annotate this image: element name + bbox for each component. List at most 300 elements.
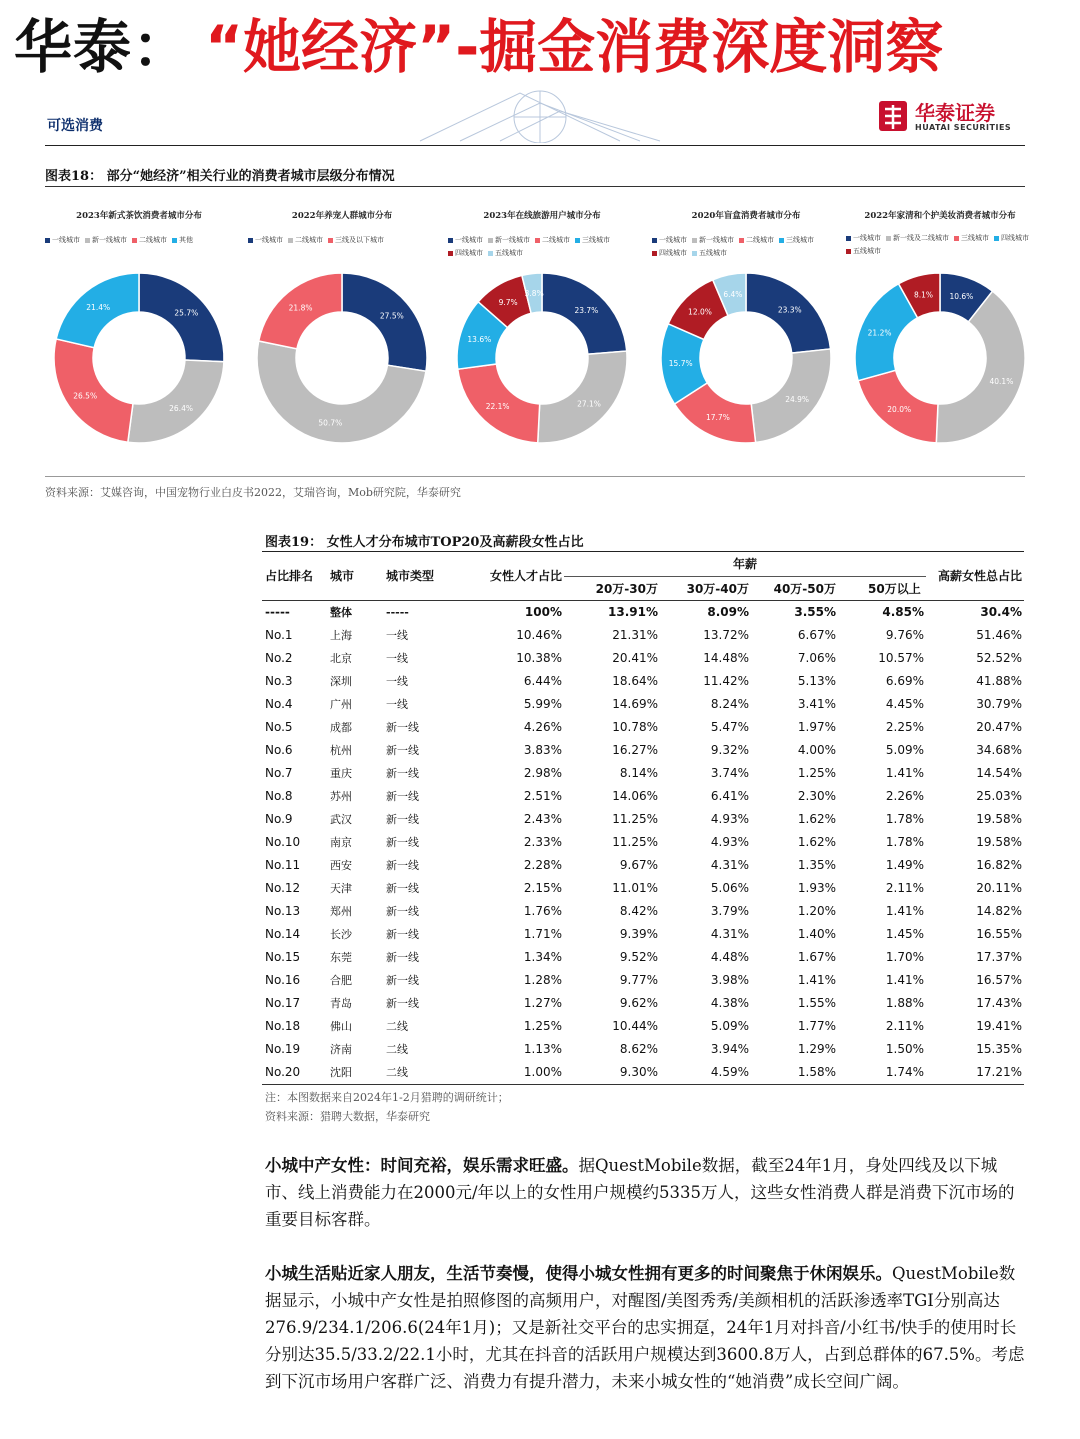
legend-swatch xyxy=(45,238,50,243)
legend-swatch xyxy=(448,238,453,243)
donut-svg xyxy=(448,264,636,452)
legend-item xyxy=(288,234,323,247)
legend-swatch xyxy=(132,238,137,243)
legend-swatch xyxy=(739,238,744,243)
table-cell: 1.34% xyxy=(523,950,562,964)
table-row xyxy=(262,1015,1024,1038)
table-cell: 新一线 xyxy=(386,790,419,803)
table-cell: 16.55% xyxy=(976,927,1022,941)
table-cell: No.13 xyxy=(265,904,301,918)
table-cell: 5.13% xyxy=(797,674,836,688)
table-cell: 4.38% xyxy=(710,996,749,1010)
donut-slice-label: 9.7% xyxy=(498,297,518,307)
table-cell: 新一线 xyxy=(386,813,419,826)
table-cell: 3.94% xyxy=(710,1042,749,1056)
table-cell: 2.26% xyxy=(885,789,924,803)
table-row xyxy=(262,923,1024,946)
table-cell: 16.27% xyxy=(612,743,658,757)
table-cell: 10.46% xyxy=(516,628,562,642)
donut-slice-label: 22.1% xyxy=(485,402,510,412)
legend-swatch xyxy=(448,251,453,256)
banner-headline: “她经济”-掘金消费深度洞察 xyxy=(205,13,944,81)
donut-slice-label: 15.7% xyxy=(668,359,693,369)
header-share: 女性人才占比 xyxy=(489,568,562,583)
donut-chart-1 xyxy=(45,208,233,453)
legend-swatch xyxy=(652,251,657,256)
table-cell: ----- xyxy=(386,605,409,619)
table-cell: 14.48% xyxy=(703,651,749,665)
table-cell: 4.59% xyxy=(710,1065,749,1079)
legend-swatch xyxy=(846,249,851,254)
legend-label: 新一线及二线城市 xyxy=(893,234,949,242)
table-cell: 9.39% xyxy=(619,927,658,941)
table-cell: 17.21% xyxy=(976,1065,1022,1079)
table-cell: 一线 xyxy=(386,652,408,665)
donut-slice-label: 24.9% xyxy=(785,394,810,404)
legend-item xyxy=(45,234,80,247)
table-cell: 合肥 xyxy=(330,974,352,987)
donut-slice-label: 3.8% xyxy=(524,288,544,298)
paragraph-2 xyxy=(265,1260,1025,1395)
table-cell: 1.25% xyxy=(523,1019,562,1033)
section-label: 可选消费 xyxy=(47,118,103,134)
table-cell: No.15 xyxy=(265,950,301,964)
legend-item xyxy=(652,247,687,260)
figure18-bottom-rule xyxy=(45,476,1025,477)
table-cell: 8.62% xyxy=(619,1042,658,1056)
table-cell: 9.30% xyxy=(619,1065,658,1079)
table-cell: 1.76% xyxy=(523,904,562,918)
legend-label: 三线城市 xyxy=(582,236,610,244)
table-cell: 5.06% xyxy=(710,881,749,895)
banner-title xyxy=(0,0,1080,82)
table-cell: 4.31% xyxy=(710,858,749,872)
table-cell: 9.52% xyxy=(619,950,658,964)
table-cell: 19.58% xyxy=(976,835,1022,849)
legend-item xyxy=(779,234,814,247)
donut-slice xyxy=(128,360,224,443)
table-cell: 东莞 xyxy=(330,951,352,964)
table-cell: 9.62% xyxy=(619,996,658,1010)
table-cell: 4.00% xyxy=(797,743,836,757)
donut-slice-label: 21.8% xyxy=(288,303,313,313)
table-cell: No.17 xyxy=(265,996,301,1010)
paragraph-1 xyxy=(265,1152,1025,1233)
header-salary-30-40: 30万-40万 xyxy=(686,581,749,596)
table-cell: 1.93% xyxy=(797,881,836,895)
paragraph-2-lead: 小城生活贴近家人朋友，生活节奏慢，使得小城女性拥有更多的时间聚焦于休闲娱乐。 xyxy=(265,1264,892,1283)
donut-slice-label: 20.0% xyxy=(887,405,912,415)
table-row xyxy=(262,877,1024,900)
table-cell: 苏州 xyxy=(330,790,352,803)
figure19-note: 注：本图数据来自2024年1-2月猎聘的调研统计； xyxy=(265,1091,509,1104)
legend-label: 五线城市 xyxy=(495,249,523,257)
table-cell: 4.45% xyxy=(885,697,924,711)
table-cell: 7.06% xyxy=(797,651,836,665)
donut-slice-label: 23.3% xyxy=(777,305,802,315)
legend-label: 四线城市 xyxy=(1001,234,1029,242)
table-cell: 1.88% xyxy=(885,996,924,1010)
donut-slice xyxy=(342,273,427,371)
table-cell: 杭州 xyxy=(330,744,352,757)
table-cell: ----- xyxy=(265,605,290,619)
table-cell: 郑州 xyxy=(330,905,352,918)
table-cell: 8.09% xyxy=(707,605,749,619)
table-cell: 一线 xyxy=(386,698,408,711)
legend-label: 新一线城市 xyxy=(495,236,530,244)
legend-label: 一线城市 xyxy=(255,236,283,244)
legend-swatch xyxy=(692,238,697,243)
table-cell: 8.24% xyxy=(710,697,749,711)
legend-label: 二线城市 xyxy=(542,236,570,244)
paragraph-2-body: QuestMobile数据显示，小城中产女性是拍照修图的高频用户，对醒图/美图秀秀/美颜相机的活跃渗透率TGI分别高达276.9/234.1/206.6(24年1月)；又是新社交平台的忠实拥趸，24年1月对抖音/小红书/快手的使用时长分别达35.5/33.2/22.1小时，尤其在抖音的活跃用户规模达到3600.8万人，占到总群体的67.5%。考虑到下沉市场用户客群广泛、消费力有提升潜力，未来小城女性的“她消费”成长空间广阔。 xyxy=(265,1264,1025,1391)
table-cell: 1.29% xyxy=(797,1042,836,1056)
table-cell: 19.58% xyxy=(976,812,1022,826)
table-cell: No.18 xyxy=(265,1019,301,1033)
donut-svg xyxy=(248,264,436,452)
header-rank: 占比排名 xyxy=(265,568,314,583)
table-row xyxy=(262,600,1024,624)
table-cell: 新一线 xyxy=(386,836,419,849)
table-cell: 20.47% xyxy=(976,720,1022,734)
table-cell: 新一线 xyxy=(386,859,419,872)
legend-label: 一线城市 xyxy=(52,236,80,244)
table-cell: 新一线 xyxy=(386,721,419,734)
paragraph-1-body: 据QuestMobile数据，截至24年1月，身处四线及以下城市、线上消费能力在2000元/年以上的女性用户规模约5335万人，这些女性消费人群是消费下沉市场的重要目标客群。 xyxy=(265,1156,1015,1229)
legend-swatch xyxy=(288,238,293,243)
figure19-title: 图表19： 女性人才分布城市TOP20及高薪段女性占比 xyxy=(265,535,584,550)
table-cell: 广州 xyxy=(330,698,352,711)
paragraph-1-lead: 小城中产女性：时间充裕，娱乐需求旺盛。 xyxy=(265,1156,579,1175)
header-total: 高薪女性总占比 xyxy=(937,568,1022,583)
huatai-logo xyxy=(877,97,1025,137)
donut-slice-label: 6.4% xyxy=(723,289,743,299)
legend-label: 三线及以下城市 xyxy=(335,236,384,244)
table-cell: 3.98% xyxy=(710,973,749,987)
legend-label: 二线城市 xyxy=(746,236,774,244)
table-cell: 深圳 xyxy=(330,675,352,688)
table-cell: 3.74% xyxy=(710,766,749,780)
header-salary: 年薪 xyxy=(564,551,926,576)
table-cell: 2.98% xyxy=(523,766,562,780)
table-cell: 2.51% xyxy=(523,789,562,803)
table-cell: 6.41% xyxy=(710,789,749,803)
table-cell: 1.62% xyxy=(797,835,836,849)
legend-item xyxy=(652,234,687,247)
legend-item xyxy=(692,234,734,247)
table-cell: 2.28% xyxy=(523,858,562,872)
table-cell: 二线 xyxy=(386,1043,408,1056)
legend-item xyxy=(488,234,530,247)
table-cell: 3.55% xyxy=(794,605,836,619)
donut-legend xyxy=(248,234,436,247)
table-cell: 长沙 xyxy=(330,928,352,941)
donut-svg xyxy=(652,264,840,452)
table-cell: 34.68% xyxy=(976,743,1022,757)
table-cell: 整体 xyxy=(330,606,352,619)
header-salary-20-30: 20万-30万 xyxy=(595,581,658,596)
logo-chinese: 华泰证券 xyxy=(915,101,995,125)
donut-legend xyxy=(846,232,1034,258)
table-row xyxy=(262,693,1024,716)
donut-svg xyxy=(846,264,1034,452)
legend-label: 三线城市 xyxy=(961,234,989,242)
table-cell: 武汉 xyxy=(330,813,352,826)
legend-swatch xyxy=(886,236,891,241)
table-cell: 5.09% xyxy=(710,1019,749,1033)
table-cell: 天津 xyxy=(330,882,352,895)
donut-slice-label: 27.5% xyxy=(379,311,404,321)
table-cell: No.19 xyxy=(265,1042,301,1056)
table-cell: 1.77% xyxy=(797,1019,836,1033)
table-cell: No.6 xyxy=(265,743,293,757)
table-cell: 13.91% xyxy=(608,605,658,619)
legend-item xyxy=(886,232,949,245)
legend-label: 五线城市 xyxy=(853,247,881,255)
table-cell: No.8 xyxy=(265,789,293,803)
table-cell: 1.78% xyxy=(885,835,924,849)
header-city: 城市 xyxy=(330,568,355,583)
table-cell: 1.00% xyxy=(523,1065,562,1079)
table-cell: 1.74% xyxy=(885,1065,924,1079)
table-cell: 10.57% xyxy=(878,651,924,665)
table-row xyxy=(262,739,1024,762)
donut-chart-2 xyxy=(248,208,436,453)
legend-item xyxy=(739,234,774,247)
table-row xyxy=(262,647,1024,670)
table-cell: 8.42% xyxy=(619,904,658,918)
legend-label: 一线城市 xyxy=(659,236,687,244)
table-cell: 15.35% xyxy=(976,1042,1022,1056)
table-row xyxy=(262,624,1024,647)
banner-prefix: 华泰： xyxy=(14,13,192,81)
table-cell: 5.09% xyxy=(885,743,924,757)
report-header xyxy=(45,95,1025,145)
table-cell: 2.11% xyxy=(885,881,924,895)
table-cell: 14.54% xyxy=(976,766,1022,780)
donut-slice-label: 50.7% xyxy=(318,418,343,428)
donut-slice-label: 26.4% xyxy=(169,404,193,414)
table-cell: 17.37% xyxy=(976,950,1022,964)
header-city-type: 城市类型 xyxy=(386,568,435,583)
table-cell: 4.93% xyxy=(710,835,749,849)
table-cell: 30.79% xyxy=(976,697,1022,711)
table-cell: 4.31% xyxy=(710,927,749,941)
table-cell: 2.15% xyxy=(523,881,562,895)
legend-item xyxy=(692,247,727,260)
donut-chart-3 xyxy=(448,208,636,453)
table-cell: 济南 xyxy=(330,1043,352,1056)
table-cell: No.16 xyxy=(265,973,301,987)
legend-item xyxy=(846,232,881,245)
table-cell: 25.03% xyxy=(976,789,1022,803)
legend-swatch xyxy=(575,238,580,243)
table-cell: 1.78% xyxy=(885,812,924,826)
legend-swatch xyxy=(85,238,90,243)
table-cell: No.10 xyxy=(265,835,301,849)
table-cell: No.5 xyxy=(265,720,293,734)
table-cell: 二线 xyxy=(386,1066,408,1079)
legend-swatch xyxy=(779,238,784,243)
table-cell: 新一线 xyxy=(386,951,419,964)
table-cell: 9.77% xyxy=(619,973,658,987)
logo-english: HUATAI SECURITIES xyxy=(915,123,1012,132)
table-cell: No.11 xyxy=(265,858,301,872)
table-row xyxy=(262,785,1024,808)
legend-item xyxy=(994,232,1029,245)
table-cell: 5.99% xyxy=(523,697,562,711)
table-cell: 佛山 xyxy=(330,1020,352,1033)
table-cell: 3.79% xyxy=(710,904,749,918)
table-cell: 北京 xyxy=(330,652,352,665)
table-cell: 6.44% xyxy=(523,674,562,688)
legend-label: 三线城市 xyxy=(786,236,814,244)
legend-label: 二线城市 xyxy=(139,236,167,244)
legend-item xyxy=(846,245,881,258)
table-row xyxy=(262,854,1024,877)
legend-swatch xyxy=(488,251,493,256)
donut-slice-label: 40.1% xyxy=(989,376,1014,386)
table-cell: 1.41% xyxy=(885,904,924,918)
table-cell: 1.25% xyxy=(797,766,836,780)
table-cell: 11.01% xyxy=(612,881,658,895)
donut-slice-label: 13.6% xyxy=(467,334,492,344)
donut-svg xyxy=(45,264,233,452)
table-cell: 16.57% xyxy=(976,973,1022,987)
table-cell: 14.82% xyxy=(976,904,1022,918)
figure18-title: 图表18： 部分“她经济”相关行业的消费者城市层级分布情况 xyxy=(45,169,395,184)
table-row xyxy=(262,969,1024,992)
table-cell: 新一线 xyxy=(386,928,419,941)
table-cell: 18.64% xyxy=(612,674,658,688)
table-cell: 10.44% xyxy=(612,1019,658,1033)
table-cell: 新一线 xyxy=(386,997,419,1010)
donut-legend xyxy=(652,234,840,260)
header-rule xyxy=(45,145,1025,146)
table-cell: No.3 xyxy=(265,674,293,688)
table-cell: No.20 xyxy=(265,1065,301,1079)
legend-swatch xyxy=(172,238,177,243)
table-row xyxy=(262,670,1024,693)
table-cell: 21.31% xyxy=(612,628,658,642)
table-cell: 南京 xyxy=(330,836,352,849)
legend-label: 五线城市 xyxy=(699,249,727,257)
donut-chart-title: 2022年家清和个护美妆消费者城市分布 xyxy=(864,211,1016,221)
table-row xyxy=(262,1061,1024,1084)
legend-label: 一线城市 xyxy=(455,236,483,244)
figure19-source: 资料来源：猎聘大数据，华泰研究 xyxy=(265,1110,430,1123)
table-cell: 11.42% xyxy=(703,674,749,688)
table-cell: 17.43% xyxy=(976,996,1022,1010)
legend-item xyxy=(535,234,570,247)
donut-slice xyxy=(936,291,1025,443)
table-cell: 14.06% xyxy=(612,789,658,803)
table-cell: 10.78% xyxy=(612,720,658,734)
table-cell: 新一线 xyxy=(386,974,419,987)
table-cell: 一线 xyxy=(386,675,408,688)
table-cell: 1.41% xyxy=(885,766,924,780)
table-cell: 1.35% xyxy=(797,858,836,872)
table-cell: 16.82% xyxy=(976,858,1022,872)
table-cell: 1.45% xyxy=(885,927,924,941)
table-cell: 1.40% xyxy=(797,927,836,941)
table-cell: 1.27% xyxy=(523,996,562,1010)
header-salary-40-50: 40万-50万 xyxy=(773,581,836,596)
legend-swatch xyxy=(994,236,999,241)
table-cell: 成都 xyxy=(330,721,352,734)
table-cell: 一线 xyxy=(386,629,408,642)
header-decoration xyxy=(400,83,700,143)
legend-label: 四线城市 xyxy=(455,249,483,257)
table-cell: 4.93% xyxy=(710,812,749,826)
table-cell: 52.52% xyxy=(976,651,1022,665)
table-cell: 1.67% xyxy=(797,950,836,964)
figure18-source: 资料来源：艾媒咨询，中国宠物行业白皮书2022，艾瑞咨询，Mob研究院，华泰研究 xyxy=(45,486,461,499)
table-cell: 10.38% xyxy=(516,651,562,665)
table-cell: 6.69% xyxy=(885,674,924,688)
legend-item xyxy=(328,234,384,247)
legend-swatch xyxy=(846,236,851,241)
legend-item xyxy=(448,234,483,247)
donut-chart-title: 2023年新式茶饮消费者城市分布 xyxy=(76,211,202,221)
legend-item xyxy=(172,234,193,247)
table-cell: 9.76% xyxy=(885,628,924,642)
table-cell: No.9 xyxy=(265,812,293,826)
table-cell: 3.41% xyxy=(797,697,836,711)
table-cell: 1.20% xyxy=(797,904,836,918)
table-cell: No.4 xyxy=(265,697,293,711)
table-cell: 5.47% xyxy=(710,720,749,734)
legend-label: 一线城市 xyxy=(853,234,881,242)
donut-slice-label: 26.5% xyxy=(73,391,98,401)
donut-chart-title: 2022年养宠人群城市分布 xyxy=(291,211,393,221)
figure19-table-body xyxy=(262,600,1024,1084)
table-cell: 青岛 xyxy=(330,997,352,1010)
table-row xyxy=(262,1038,1024,1061)
table-cell: 新一线 xyxy=(386,882,419,895)
legend-swatch xyxy=(328,238,333,243)
donut-slice xyxy=(538,351,627,443)
table-cell: 上海 xyxy=(330,629,352,642)
legend-item xyxy=(248,234,283,247)
donut-slice-label: 27.1% xyxy=(577,399,601,409)
legend-item xyxy=(132,234,167,247)
legend-label: 新一线城市 xyxy=(92,236,127,244)
table-cell: 3.83% xyxy=(523,743,562,757)
table-cell: 11.25% xyxy=(612,812,658,826)
table-cell: 2.25% xyxy=(885,720,924,734)
table-cell: No.12 xyxy=(265,881,301,895)
table-cell: No.14 xyxy=(265,927,301,941)
donut-chart-5 xyxy=(846,208,1034,453)
figure19-bottom-rule xyxy=(262,1084,1024,1085)
table-cell: 1.71% xyxy=(523,927,562,941)
table-cell: 西安 xyxy=(330,859,352,872)
table-cell: 2.30% xyxy=(797,789,836,803)
donut-chart-title: 2023年在线旅游用户城市分布 xyxy=(483,211,601,221)
legend-swatch xyxy=(692,251,697,256)
table-cell: 新一线 xyxy=(386,767,419,780)
table-cell: 1.62% xyxy=(797,812,836,826)
table-cell: 沈阳 xyxy=(330,1066,352,1079)
legend-swatch xyxy=(535,238,540,243)
legend-label: 新一线城市 xyxy=(699,236,734,244)
table-row xyxy=(262,808,1024,831)
table-cell: 11.25% xyxy=(612,835,658,849)
table-cell: 13.72% xyxy=(703,628,749,642)
donut-slice-label: 12.0% xyxy=(688,307,712,317)
donut-legend xyxy=(448,234,636,260)
